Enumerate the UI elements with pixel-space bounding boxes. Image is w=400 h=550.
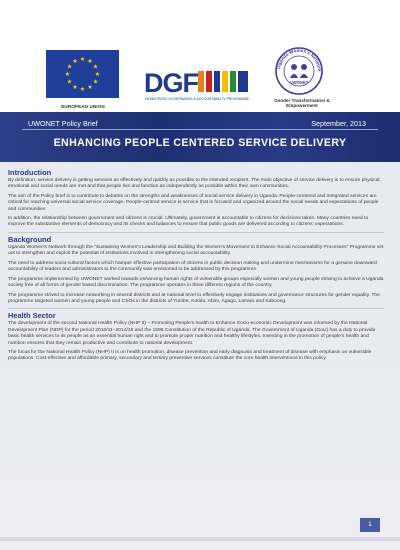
eu-caption: EUROPEAN UNION (61, 104, 105, 109)
section-divider (8, 232, 384, 233)
eu-flag-logo (46, 50, 119, 98)
banner-divider (22, 129, 378, 130)
health-heading: Health Sector (8, 311, 56, 321)
logo-header (0, 0, 400, 112)
intro-heading: Introduction (8, 168, 52, 177)
document-title: ENHANCING PEOPLE CENTERED SERVICE DELIVERY (53, 137, 347, 149)
background-heading: Background (8, 234, 52, 244)
uwonet-ring-text: Uganda Women's Network (276, 47, 323, 72)
intro-paragraph: By definition, service delivery is getting services as effectively and quickly as possible to the intended recipient. The main objective of service delivery is to ensure physical, emotional and social needs are met and that people live and function as independently as possible within their own communities. (8, 178, 381, 190)
health-paragraph: The development of the second National Health Policy (NHP II) – Promoting People's health to Enhance Socio-economic Development was informed by the National Development Plan (NDP) for the period 2010/11–2014/15 and the 1995 Constitution of the Republic of Uganda. The Government of Uganda (GoU) has a duty to provide basic health services to its people as an essential human right and to promote proper nutrition and healthy lifestyles. Investing in the promotion of people's health and nutrition ensures that they remain productive and contribute to national development. (8, 321, 376, 346)
brief-date: September, 2013 (311, 119, 366, 128)
page-number: 1 (360, 518, 380, 532)
background-paragraph: The need to address socio-cultural factors which hamper effective participation of citizens in public decision making and undermine mechanisms for a genuine downward accountability of leaders and administrators to the community was envisioned to be addressed by this programme. (8, 260, 377, 273)
dgf-logo (140, 62, 255, 110)
body-text (8, 166, 384, 366)
background-paragraph: The programme implemented by UWONET worked towards enhancing human rights of vulnerable groups especially women and young people striving to achieve a Uganda society free of all forms of gender based discrimination. The programme operates in three different regions of the country. (8, 276, 384, 289)
uwonet-logo (274, 46, 324, 96)
background-paragraph: The programme strived to increase networking in several districts and at national level to effectively engage institutions and governance structures for gender equality. The programme targeted women and young people and CSOs in the districts of Yumbe, Kotido, Abim, Agago, Lamwo and Kaboong. (8, 292, 380, 304)
section-divider (8, 308, 384, 309)
intro-paragraph: In addition, the relationship between government and citizens is crucial. Ultimately, government is accountable to citizens for decisions taken. Many countries need to improve the substantive elements of democracy and its checks and balances to ensure that public goods are delivered according to citizens' expectations. (8, 216, 369, 228)
uwonet-caption: Gender Transformation & Empowerment (274, 98, 330, 108)
intro-paragraph: The aim of the Policy brief is to contribute to debates on the strengths and weaknesses of social service delivery in Uganda. People-centered and integrated services are critical for reaching universal social service coverage. People-centred service is service that is focused and organized around the social needs and expectations of people and communities (8, 193, 379, 212)
brief-series: UWONET Policy Brief (28, 119, 98, 128)
dgf-tagline: DEMOCRATIC GOVERNANCE & ACCOUNTABILITY PROGRAMME (145, 97, 250, 101)
dgf-logo-text: DGF (144, 68, 198, 98)
uwonet-short: UWONET (289, 80, 309, 85)
health-paragraph: The focus for the National Health Policy (NHP) II is on health promotion, disease prevention and early diagnosis and treatment of disease with emphasis on vulnerable populations. Cost-effective and affordable primary, secondary and tertiary preventive services constitute the core health interventions in this policy. (8, 350, 372, 362)
background-paragraph: Uganda Women's Network through the "Sustaining Women's Leadership and Building the Women's Movement to Enhance Social Accountability Processes" Programme set out to strengthen and exploit the potential of institutions involved in strengthening social accountability. (8, 244, 384, 257)
footer-bar (0, 537, 400, 541)
